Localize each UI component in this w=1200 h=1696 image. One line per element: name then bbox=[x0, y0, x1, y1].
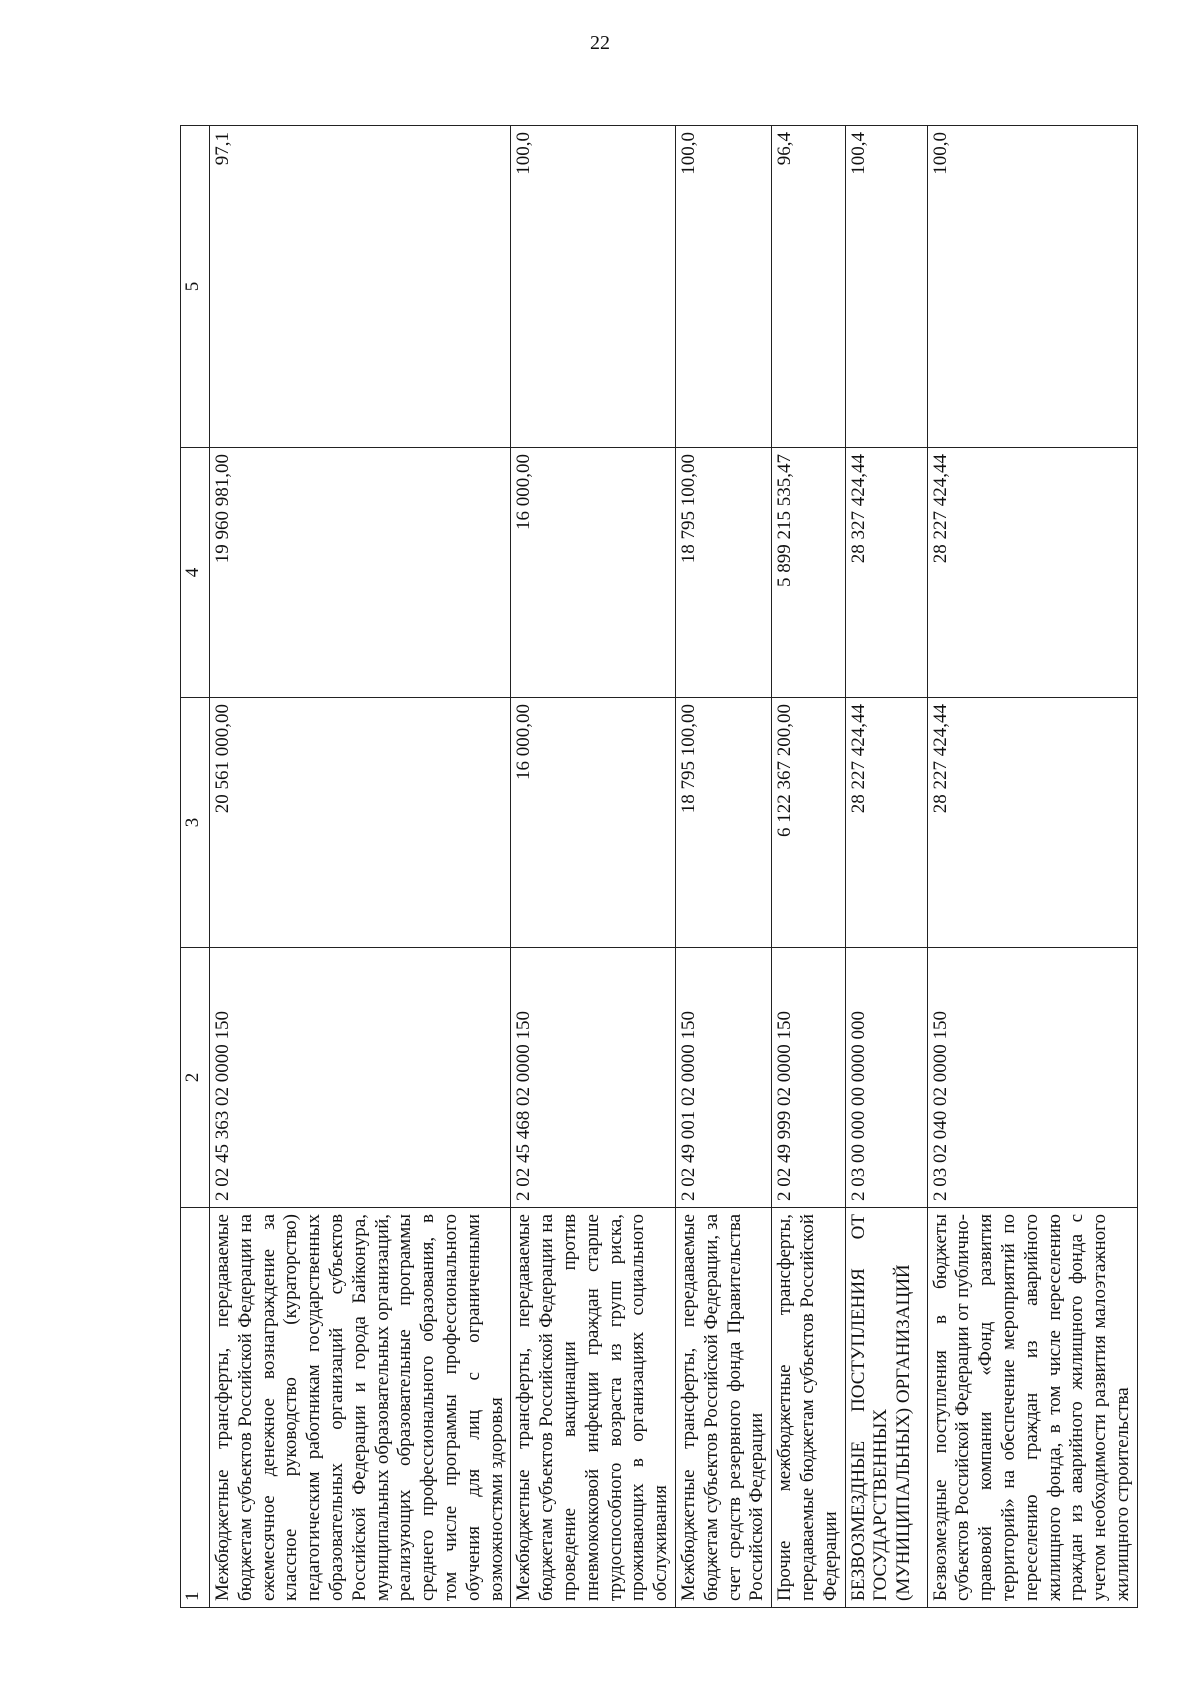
row-code: 2 03 00 000 00 0000 000 bbox=[845, 948, 927, 1208]
row-code: 2 02 49 999 02 0000 150 bbox=[772, 948, 845, 1208]
row-exec: 28 327 424,44 bbox=[845, 448, 927, 698]
row-code: 2 02 45 363 02 0000 150 bbox=[210, 948, 511, 1208]
row-percent: 97,1 bbox=[210, 126, 511, 448]
row-percent: 100,0 bbox=[927, 126, 1137, 448]
column-header-5: 5 bbox=[181, 126, 210, 448]
row-plan: 28 227 424,44 bbox=[927, 698, 1137, 948]
row-plan: 6 122 367 200,00 bbox=[772, 698, 845, 948]
row-name: Безвозмездные поступления в бюджеты субъектов Российской Федерации от публично-правовой компании «Фонд развития территорий» на обеспечение мероприятий по переселению граждан из аварийного жилищного фонда, в том числе переселению граждан из аварийного жилищного фонда с учетом необходимости развития малоэтажного жилищного строительства bbox=[927, 1208, 1137, 1608]
row-percent: 96,4 bbox=[772, 126, 845, 448]
row-name: Межбюджетные трансферты, передаваемые бюджетам субъектов Российской Федерации, за счет средств резервного фонда Правительства Российской Федерации bbox=[675, 1208, 771, 1608]
table-row bbox=[845, 126, 927, 1608]
row-name: БЕЗВОЗМЕЗДНЫЕ ПОСТУПЛЕНИЯ ОТ ГОСУДАРСТВЕННЫХ (МУНИЦИПАЛЬНЫХ) ОРГАНИЗАЦИЙ bbox=[845, 1208, 927, 1608]
row-percent: 100,0 bbox=[675, 126, 771, 448]
row-exec: 28 227 424,44 bbox=[927, 448, 1137, 698]
table-header-row bbox=[181, 126, 210, 1608]
budget-table bbox=[180, 125, 1138, 1608]
row-code: 2 02 49 001 02 0000 150 bbox=[675, 948, 771, 1208]
row-plan: 16 000,00 bbox=[511, 698, 676, 948]
table-row bbox=[772, 126, 845, 1608]
page-number: 22 bbox=[590, 32, 610, 54]
table-row bbox=[210, 126, 511, 1608]
column-header-4: 4 bbox=[181, 448, 210, 698]
row-name: Прочие межбюджетные трансферты, передаваемые бюджетам субъектов Российской Федерации bbox=[772, 1208, 845, 1608]
row-name: Межбюджетные трансферты, передаваемые бюджетам субъектов Российской Федерации на ежемесячное денежное вознаграждение за классное руководство (кураторство) педагогическим работникам государственных образовательных организаций субъектов Российской Федерации и города Байконура, муниципальных образовательных организаций, реализующих образовательные программы среднего профессионального образования, в том числе программы профессионального обучения для лиц с ограниченными возможностями здоровья bbox=[210, 1208, 511, 1608]
row-percent: 100,0 bbox=[511, 126, 676, 448]
row-exec: 16 000,00 bbox=[511, 448, 676, 698]
row-percent: 100,4 bbox=[845, 126, 927, 448]
row-code: 2 02 45 468 02 0000 150 bbox=[511, 948, 676, 1208]
row-name: Межбюджетные трансферты, передаваемые бюджетам субъектов Российской Федерации на проведение вакцинации против пневмококковой инфекции граждан старше трудоспособного возраста из групп риска, проживающих в организациях социального обслуживания bbox=[511, 1208, 676, 1608]
column-header-2: 2 bbox=[181, 948, 210, 1208]
row-exec: 18 795 100,00 bbox=[675, 448, 771, 698]
column-header-1: 1 bbox=[181, 1208, 210, 1608]
row-plan: 20 561 000,00 bbox=[210, 698, 511, 948]
row-exec: 19 960 981,00 bbox=[210, 448, 511, 698]
table-row bbox=[511, 126, 676, 1608]
table-row bbox=[927, 126, 1137, 1608]
table-row bbox=[675, 126, 771, 1608]
row-plan: 28 227 424,44 bbox=[845, 698, 927, 948]
row-plan: 18 795 100,00 bbox=[675, 698, 771, 948]
column-header-3: 3 bbox=[181, 698, 210, 948]
row-code: 2 03 02 040 02 0000 150 bbox=[927, 948, 1137, 1208]
rotated-table-wrapper bbox=[180, 126, 1133, 1608]
row-exec: 5 899 215 535,47 bbox=[772, 448, 845, 698]
